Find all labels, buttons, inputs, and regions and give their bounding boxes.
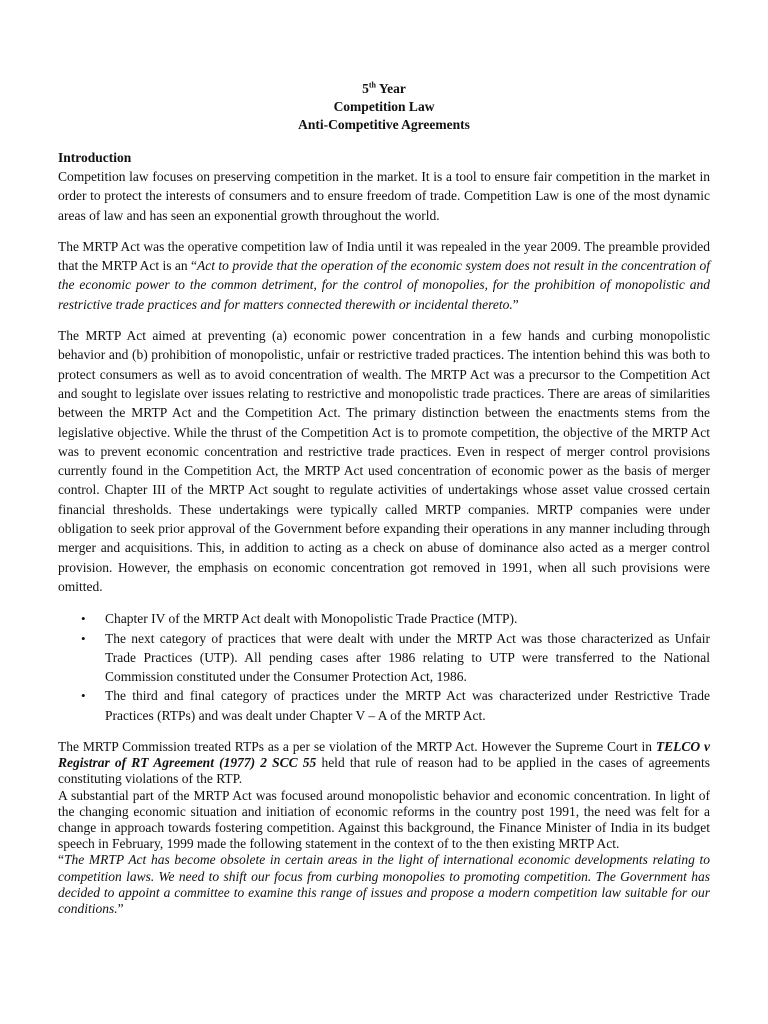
year-word: Year [378,81,406,96]
year-superscript: th [368,80,376,90]
commission-paragraph [58,739,710,788]
budget-quote-paragraph [58,852,710,917]
case-citation: TELCO v Registrar of RT Agreement (1977) 2 SCC 55 [58,739,710,771]
bullet-icon: • [81,611,86,627]
list-item-text: Chapter IV of the MRTP Act dealt with Monopolistic Trade Practice (MTP). [105,611,518,627]
topic-title: Anti-Competitive Agreements [298,117,470,132]
practices-list [58,609,710,725]
list-item [58,629,710,687]
introduction-heading: Introduction [58,150,132,165]
quote-open: “ [58,852,64,868]
bullet-icon: • [81,630,86,646]
document-page [58,80,710,917]
year-number: 5 [362,81,369,96]
reform-paragraph: A substantial part of the MRTP Act was focused around monopolistic behavior and economic concentration. In light of the changing economic situation and initiation of economic reforms in the country post 1991, the need was felt for a change in approach towards fostering competition. Against this background, the Finance Minister of India in its budget speech in February, 1999 made the following statement in the context of to the then existing MRTP Act. [58,787,710,852]
intro-paragraph-3: The MRTP Act aimed at preventing (a) economic power concentration in a few hands and curbing monopolistic behavior and (b) prohibition of monopolistic, unfair or restrictive traded practices. The intention behind this was both to protect consumers as well as to avoid concentration of wealth. The MRTP Act was a precursor to the Competition Act and sought to legislate over issues relating to restrictive and monopolistic trade practices. There are areas of similarities between the MRTP Act and the Competition Act. The primary distinction between the enactments stems from the legislative objective. While the thrust of the Competition Act is to promote competition, the objective of the MRTP Act was to prevent economic concentration and restrictive trade practices. Even in respect of merger control provisions currently found in the Competition Act, the MRTP Act used concentration of economic power as the basis of merger control. Chapter III of the MRTP Act sought to regulate activities of undertakings whose asset value crossed certain financial thresholds. These undertakings were typically called MRTP companies. MRTP companies were under obligation to seek prior approval of the Government before expanding their operations in any manner including through merger and acquisitions. This, in addition to acting as a check on abuse of dominance also acted as a merger control provision. However, the emphasis on economic concentration got removed in 1991, when all such provisions were omitted. [58,328,710,594]
list-item [58,686,710,725]
document-header [58,80,710,134]
budget-quote: The MRTP Act has become obsolete in certain areas in the light of international economic developments relating to competition laws. We need to shift our focus from curbing monopolies to promoting competition. The Government has decided to appoint a committee to examine this range of issues and propose a modern competition law suitable for our conditions. [58,852,710,917]
bullet-icon: • [81,688,86,704]
intro-paragraph-2 [58,237,710,314]
commission-tail: held that rule of reason had to be applied in the cases of agreements constituting violations of the RTP. [58,755,710,787]
intro-paragraph-1: Competition law focuses on preserving competition in the market. It is a tool to ensure fair competition in the market in order to protect the interests of consumers and to ensure freedom of trade. Competition Law is one of the most dynamic areas of law and has seen an exponential growth throughout the world. [58,169,710,223]
list-item-text: The next category of practices that were dealt with under the MRTP Act was those characterized as Unfair Trade Practices (UTP). All pending cases after 1986 relating to UTP were transferred to the National Commission constituted under the Consumer Protection Act, 1986. [105,630,710,685]
year-line [58,80,710,98]
list-item [58,609,710,628]
preamble-lead: The MRTP Act was the operative competition law of India until it was repealed in the year 2009. The preamble provided that the MRTP Act is an “ [58,238,710,274]
preamble-close: ” [512,296,519,312]
commission-lead: The MRTP Commission treated RTPs as a per se violation of the MRTP Act. However the Supreme Court in [58,739,656,755]
quote-close: ” [117,901,124,917]
preamble-quote: Act to provide that the operation of the economic system does not result in the concentration of the economic power to the common detriment, for the control of monopolies, for the prohibition of monopolistic and restrictive trade practices and for matters connected therewith or incidental thereto. [58,258,710,312]
subject-title: Competition Law [333,99,435,114]
list-item-text: The third and final category of practices under the MRTP Act was characterized under Restrictive Trade Practices (RTPs) and was dealt under Chapter V – A of the MRTP Act. [105,688,710,723]
